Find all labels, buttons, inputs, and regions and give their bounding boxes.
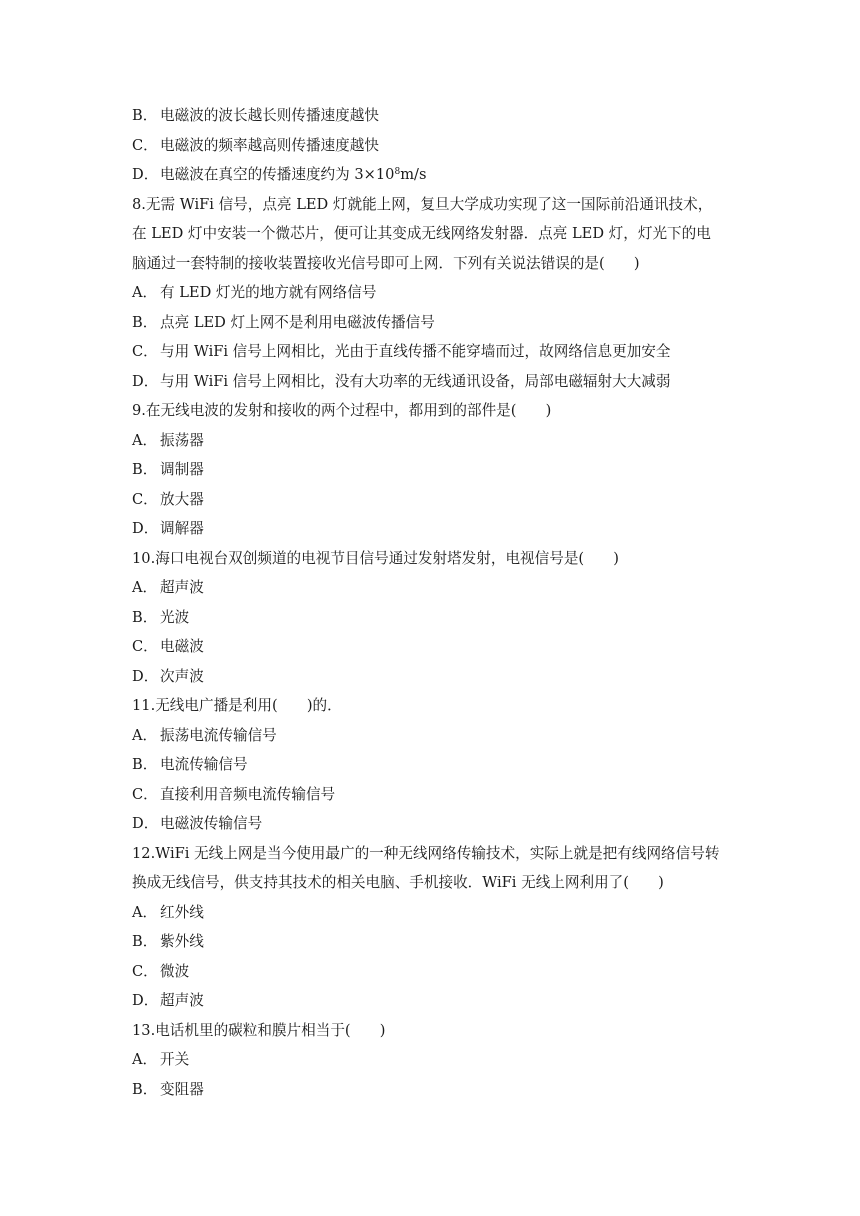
option-letter: B． xyxy=(132,1080,158,1098)
question-text-line: 脑通过一套特制的接收装置接收光信号即可上网．下列有关说法错误的是( ) xyxy=(132,254,640,272)
option-letter: B． xyxy=(132,608,158,626)
option-text: 红外线 xyxy=(160,903,204,921)
answer-option xyxy=(132,662,738,692)
option-letter: C． xyxy=(132,343,158,360)
answer-option xyxy=(132,160,738,190)
answer-option xyxy=(132,455,738,485)
question-content xyxy=(132,101,738,1104)
answer-option xyxy=(132,632,738,662)
option-letter: D． xyxy=(132,372,159,390)
option-text: 与用 WiFi 信号上网相比，没有大功率的无线通讯设备，局部电磁辐射大大减弱 xyxy=(160,372,671,390)
option-letter: C． xyxy=(132,136,158,154)
option-text: 次声波 xyxy=(160,667,204,685)
option-text: 振荡器 xyxy=(160,431,204,449)
option-letter: B． xyxy=(132,756,158,773)
option-text: 与用 WiFi 信号上网相比，光由于直线传播不能穿墙而过，故网络信息更加安全 xyxy=(160,343,671,360)
option-letter: C． xyxy=(132,962,158,980)
answer-option xyxy=(132,308,738,338)
answer-option xyxy=(132,101,738,131)
option-letter: B． xyxy=(132,313,158,331)
option-letter: A． xyxy=(132,579,158,596)
option-text: 直接利用音频电流传输信号 xyxy=(160,785,336,803)
answer-option xyxy=(132,927,738,957)
option-letter: A． xyxy=(132,1051,158,1068)
answer-option xyxy=(132,750,738,780)
option-letter: D． xyxy=(132,520,159,537)
answer-option xyxy=(132,367,738,397)
option-letter: B． xyxy=(132,933,158,950)
question-text-line: 13.电话机里的碳粒和膜片相当于( ) xyxy=(132,1021,386,1039)
option-text: 有 LED 灯光的地方就有网络信号 xyxy=(160,284,377,301)
question-text-line: 10.海口电视台双创频道的电视节目信号通过发射塔发射，电视信号是( ) xyxy=(132,549,620,567)
option-text: 电磁波的频率越高则传播速度越快 xyxy=(160,136,379,154)
option-text: 调解器 xyxy=(160,520,204,537)
answer-option xyxy=(132,957,738,987)
option-text: 电流传输信号 xyxy=(160,756,248,773)
answer-option xyxy=(132,780,738,810)
option-letter: A． xyxy=(132,903,158,921)
option-text: 变阻器 xyxy=(160,1080,204,1098)
question-text-line: 8.无需 WiFi 信号，点亮 LED 灯就能上网，复旦大学成功实现了这一国际前沿通讯技术， xyxy=(132,195,713,213)
answer-option xyxy=(132,514,738,544)
option-letter: A． xyxy=(132,284,158,301)
option-letter: D． xyxy=(132,815,159,832)
question-text-line: 11.无线电广播是利用( )的． xyxy=(132,697,342,714)
option-text: 电磁波 xyxy=(160,638,204,655)
answer-option xyxy=(132,573,738,603)
option-text: 电磁波的波长越长则传播速度越快 xyxy=(160,107,379,124)
question-text-line: 在 LED 灯中安装一个微芯片，便可让其变成无线网络发射器．点亮 LED 灯，灯光下的电 xyxy=(132,225,711,242)
question-text-line: 12.WiFi 无线上网是当今使用最广的一种无线网络传输技术，实际上就是把有线网络信号转 xyxy=(132,844,720,862)
option-letter: D． xyxy=(132,166,159,183)
option-text: 调制器 xyxy=(160,461,204,478)
option-letter: B． xyxy=(132,461,158,478)
answer-option xyxy=(132,1075,738,1105)
option-text: 超声波 xyxy=(160,992,204,1009)
answer-option xyxy=(132,426,738,456)
option-letter: D． xyxy=(132,667,159,685)
answer-option xyxy=(132,809,738,839)
option-text: 振荡电流传输信号 xyxy=(160,726,277,744)
option-letter: B． xyxy=(132,107,158,124)
answer-option xyxy=(132,898,738,928)
option-text: 紫外线 xyxy=(160,933,204,950)
answer-option xyxy=(132,278,738,308)
option-text: 超声波 xyxy=(160,579,204,596)
option-text: 电磁波传输信号 xyxy=(160,815,263,832)
question-text-line: 9.在无线电波的发射和接收的两个过程中，都用到的部件是( ) xyxy=(132,402,552,419)
option-text: 开关 xyxy=(160,1051,190,1068)
option-letter: A． xyxy=(132,431,158,449)
option-letter: C． xyxy=(132,490,158,508)
answer-option xyxy=(132,485,738,515)
answer-option xyxy=(132,131,738,161)
option-letter: A． xyxy=(132,726,158,744)
answer-option xyxy=(132,1045,738,1075)
option-letter: C． xyxy=(132,638,158,655)
option-text: 光波 xyxy=(160,608,190,626)
unit-text: m/s xyxy=(400,166,427,183)
option-text: 电磁波在真空的传播速度约为 3×10 xyxy=(160,166,395,183)
answer-option xyxy=(132,721,738,751)
answer-option xyxy=(132,986,738,1016)
option-text: 点亮 LED 灯上网不是利用电磁波传播信号 xyxy=(160,313,435,331)
option-text: 微波 xyxy=(160,962,190,980)
exponent: 8 xyxy=(394,167,401,177)
answer-option xyxy=(132,337,738,367)
option-text: 放大器 xyxy=(160,490,204,508)
option-letter: D． xyxy=(132,992,159,1009)
option-letter: C． xyxy=(132,785,158,803)
answer-option xyxy=(132,603,738,633)
question-text-line: 换成无线信号，供支持其技术的相关电脑、手机接收．WiFi 无线上网利用了( ) xyxy=(132,874,664,891)
